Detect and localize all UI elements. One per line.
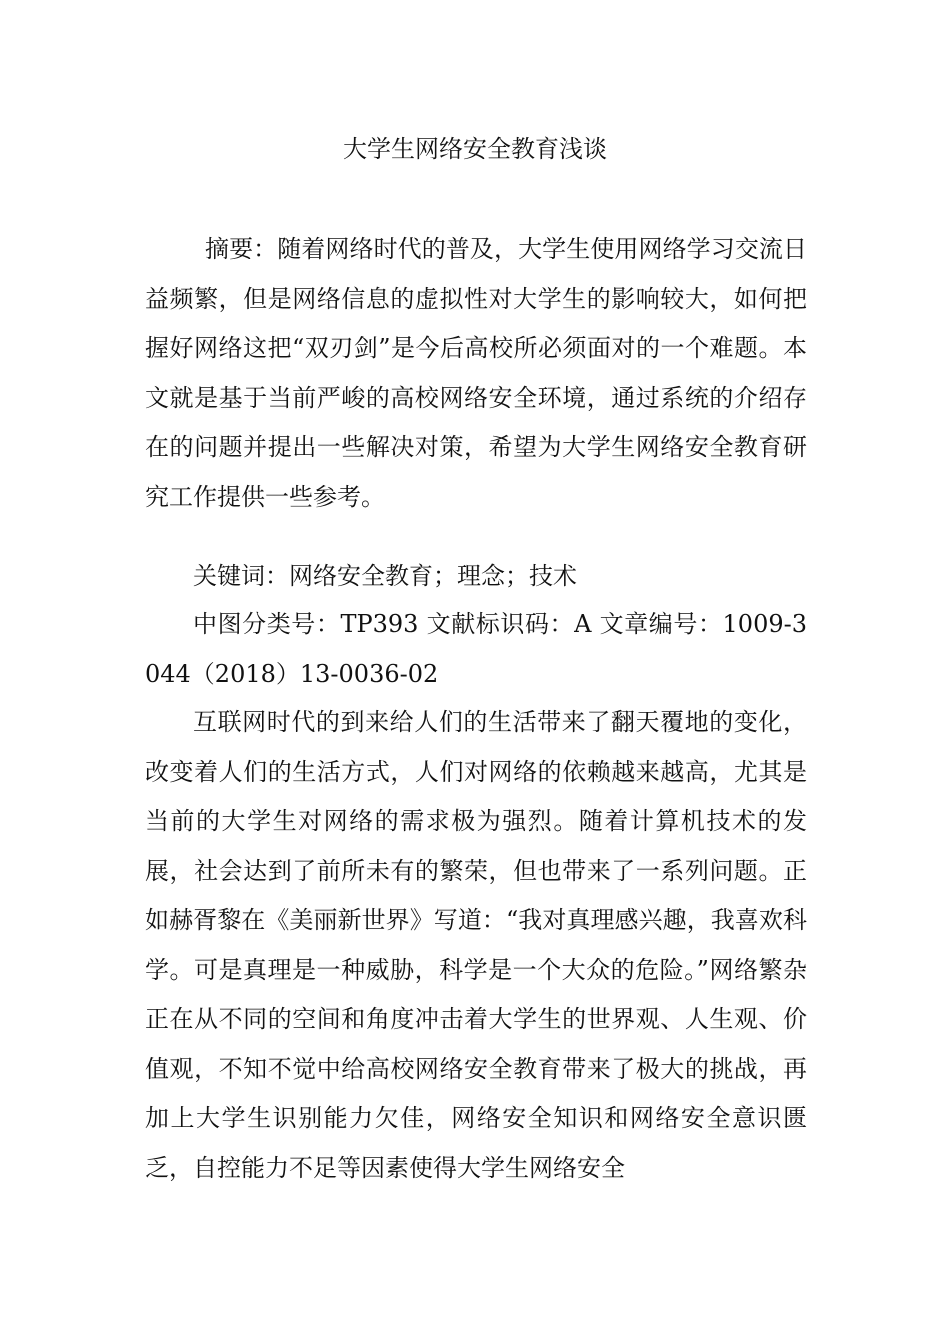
abstract-paragraph: 摘要：随着网络时代的普及，大学生使用网络学习交流日益频繁，但是网络信息的虚拟性对大学生的影响较大，如何把握好网络这把“双刃剑”是今后高校所必须面对的一个难题。本文就是基于当前严峻的高校网络安全环境，通过系统的介绍存在的问题并提出一些解决对策，希望为大学生网络安全教育研究工作提供一些参考。 [145, 235, 807, 511]
document-title: 大学生网络安全教育浅谈 [343, 135, 607, 163]
keywords-line: 关键词：网络安全教育；理念；技术 [193, 562, 577, 590]
body-paragraph: 互联网时代的到来给人们的生活带来了翻天覆地的变化，改变着人们的生活方式，人们对网络的依赖越来越高，尤其是当前的大学生对网络的需求极为强烈。随着计算机技术的发展，社会达到了前所未有的繁荣，但也带来了一系列问题。正如赫胥黎在《美丽新世界》写道：“我对真理感兴趣，我喜欢科学。可是真理是一种威胁，科学是一个大众的危险。”网络繁杂正在从不同的空间和角度冲击着大学生的世界观、人生观、价值观，不知不觉中给高校网络安全教育带来了极大的挑战，再加上大学生识别能力欠佳，网络安全知识和网络安全意识匮乏，自控能力不足等因素使得大学生网络安全 [145, 708, 807, 1182]
classification-line: 中图分类号：TP393 文献标识码：A 文章编号：1009-3044（2018）13-0036-02 [145, 610, 807, 688]
